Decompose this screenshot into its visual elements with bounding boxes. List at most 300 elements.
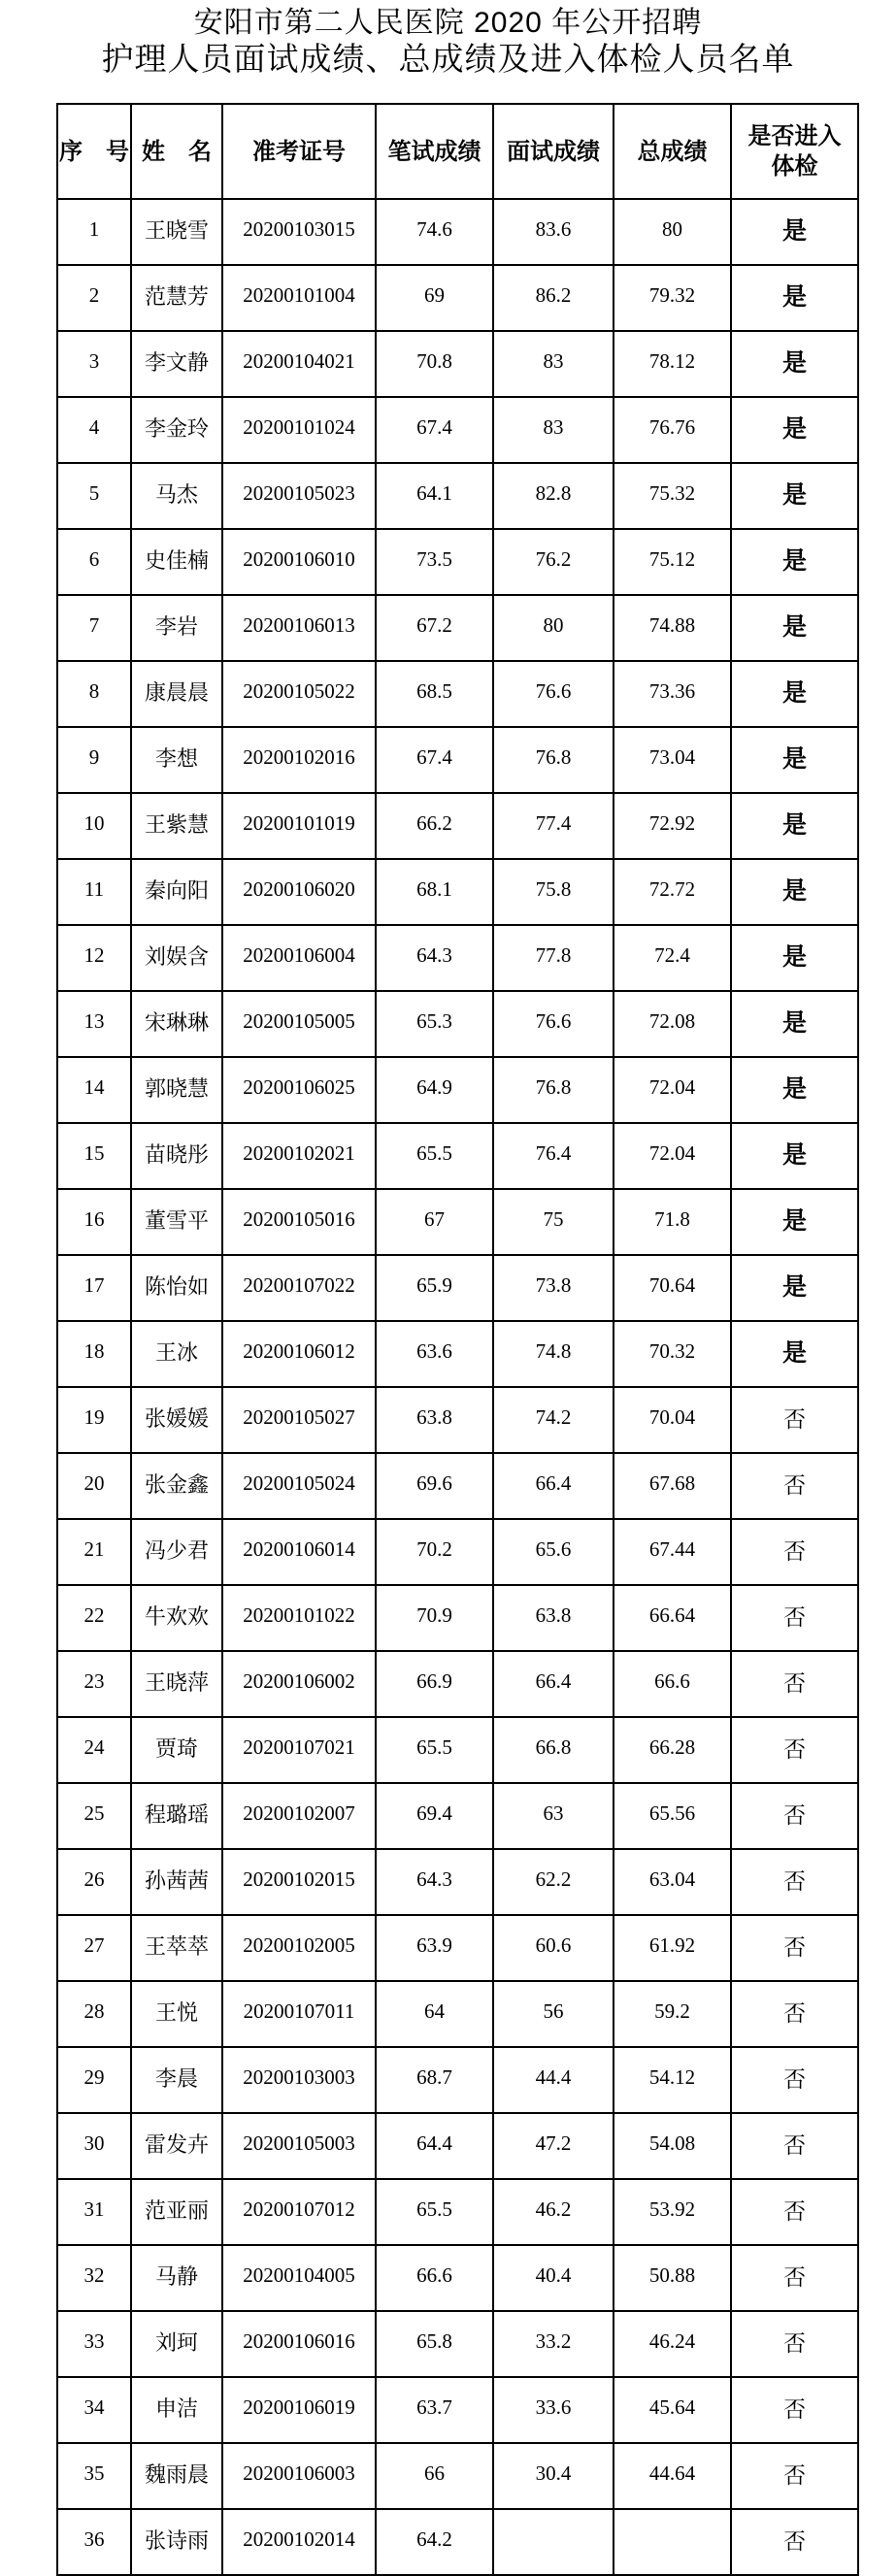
table-row — [57, 1585, 858, 1651]
table-row — [57, 1123, 858, 1189]
cell-serial-number: 31 — [57, 2179, 131, 2245]
cell-written-score: 65.5 — [376, 1717, 493, 1783]
cell-candidate-name: 宋琳琳 — [131, 991, 222, 1057]
table-row — [57, 2179, 858, 2245]
cell-total-score: 71.8 — [614, 1189, 731, 1255]
cell-physical-exam: 是 — [731, 859, 858, 925]
cell-physical-exam: 否 — [731, 2113, 858, 2179]
cell-physical-exam: 是 — [731, 1189, 858, 1255]
cell-candidate-name: 李岩 — [131, 595, 222, 661]
cell-serial-number: 3 — [57, 331, 131, 397]
cell-serial-number: 35 — [57, 2443, 131, 2509]
cell-interview-score: 65.6 — [493, 1519, 614, 1585]
cell-serial-number: 36 — [57, 2509, 131, 2575]
cell-candidate-name: 史佳楠 — [131, 529, 222, 595]
table-row — [57, 661, 858, 727]
cell-interview-score: 56 — [493, 1981, 614, 2047]
title-line-2: 护理人员面试成绩、总成绩及进入体检人员名单 — [101, 41, 795, 77]
table-row — [57, 1651, 858, 1717]
table-row — [57, 2377, 858, 2443]
cell-candidate-name: 魏雨晨 — [131, 2443, 222, 2509]
cell-physical-exam: 是 — [731, 529, 858, 595]
cell-total-score: 61.92 — [614, 1915, 731, 1981]
cell-interview-score: 66.4 — [493, 1453, 614, 1519]
cell-exam-id: 20200105016 — [222, 1189, 376, 1255]
table-row — [57, 1915, 858, 1981]
cell-candidate-name: 刘娱含 — [131, 925, 222, 991]
cell-candidate-name: 程璐瑶 — [131, 1783, 222, 1849]
table-row — [57, 2311, 858, 2377]
cell-physical-exam: 否 — [731, 1717, 858, 1783]
cell-interview-score: 83 — [493, 331, 614, 397]
cell-physical-exam: 否 — [731, 1453, 858, 1519]
cell-serial-number: 5 — [57, 463, 131, 529]
table-row — [57, 1849, 858, 1915]
cell-interview-score: 76.4 — [493, 1123, 614, 1189]
score-table — [56, 103, 859, 2576]
cell-total-score: 54.12 — [614, 2047, 731, 2113]
cell-serial-number: 25 — [57, 1783, 131, 1849]
cell-candidate-name: 郭晓慧 — [131, 1057, 222, 1123]
cell-total-score: 76.76 — [614, 397, 731, 463]
cell-serial-number: 34 — [57, 2377, 131, 2443]
cell-interview-score: 82.8 — [493, 463, 614, 529]
table-row — [57, 1519, 858, 1585]
cell-written-score: 67.2 — [376, 595, 493, 661]
cell-serial-number: 1 — [57, 199, 131, 265]
cell-total-score: 59.2 — [614, 1981, 731, 2047]
table-row — [57, 1981, 858, 2047]
cell-physical-exam: 是 — [731, 265, 858, 331]
table-row — [57, 529, 858, 595]
table-header-row — [57, 104, 858, 199]
cell-candidate-name: 王晓萍 — [131, 1651, 222, 1717]
cell-physical-exam: 是 — [731, 463, 858, 529]
table-row — [57, 199, 858, 265]
column-header-physical-exam: 是否进入体检 — [731, 104, 858, 199]
cell-serial-number: 20 — [57, 1453, 131, 1519]
cell-physical-exam: 是 — [731, 727, 858, 793]
cell-physical-exam: 否 — [731, 1783, 858, 1849]
column-header-written-score: 笔试成绩 — [376, 104, 493, 199]
cell-exam-id: 20200106002 — [222, 1651, 376, 1717]
cell-candidate-name: 李文静 — [131, 331, 222, 397]
cell-candidate-name: 董雪平 — [131, 1189, 222, 1255]
cell-serial-number: 15 — [57, 1123, 131, 1189]
table-row — [57, 2245, 858, 2311]
cell-serial-number: 2 — [57, 265, 131, 331]
cell-total-score: 63.04 — [614, 1849, 731, 1915]
cell-candidate-name: 贾琦 — [131, 1717, 222, 1783]
table-row — [57, 859, 858, 925]
cell-physical-exam: 否 — [731, 2179, 858, 2245]
cell-serial-number: 26 — [57, 1849, 131, 1915]
cell-interview-score: 30.4 — [493, 2443, 614, 2509]
cell-total-score: 70.04 — [614, 1387, 731, 1453]
cell-written-score: 65.3 — [376, 991, 493, 1057]
cell-candidate-name: 张媛媛 — [131, 1387, 222, 1453]
table-row — [57, 991, 858, 1057]
cell-exam-id: 20200101019 — [222, 793, 376, 859]
cell-candidate-name: 马静 — [131, 2245, 222, 2311]
cell-exam-id: 20200106013 — [222, 595, 376, 661]
table-row — [57, 1189, 858, 1255]
cell-interview-score: 63.8 — [493, 1585, 614, 1651]
cell-physical-exam: 否 — [731, 1981, 858, 2047]
cell-physical-exam: 是 — [731, 661, 858, 727]
cell-candidate-name: 李晨 — [131, 2047, 222, 2113]
cell-physical-exam: 否 — [731, 2443, 858, 2509]
cell-candidate-name: 王悦 — [131, 1981, 222, 2047]
cell-physical-exam: 是 — [731, 397, 858, 463]
cell-written-score: 65.5 — [376, 1123, 493, 1189]
cell-physical-exam: 否 — [731, 2311, 858, 2377]
cell-interview-score: 73.8 — [493, 1255, 614, 1321]
cell-interview-score: 83 — [493, 397, 614, 463]
cell-written-score: 65.9 — [376, 1255, 493, 1321]
cell-exam-id: 20200102005 — [222, 1915, 376, 1981]
cell-physical-exam: 否 — [731, 2377, 858, 2443]
cell-exam-id: 20200105027 — [222, 1387, 376, 1453]
cell-total-score: 75.12 — [614, 529, 731, 595]
cell-total-score: 72.04 — [614, 1123, 731, 1189]
cell-written-score: 64.9 — [376, 1057, 493, 1123]
cell-written-score: 64.3 — [376, 925, 493, 991]
cell-written-score: 67.4 — [376, 727, 493, 793]
cell-interview-score: 76.6 — [493, 991, 614, 1057]
cell-serial-number: 11 — [57, 859, 131, 925]
cell-total-score: 73.04 — [614, 727, 731, 793]
cell-interview-score: 63 — [493, 1783, 614, 1849]
cell-total-score: 50.88 — [614, 2245, 731, 2311]
cell-written-score: 63.6 — [376, 1321, 493, 1387]
cell-written-score: 65.8 — [376, 2311, 493, 2377]
table-row — [57, 2047, 858, 2113]
cell-candidate-name: 申洁 — [131, 2377, 222, 2443]
cell-total-score: 66.6 — [614, 1651, 731, 1717]
cell-candidate-name: 秦向阳 — [131, 859, 222, 925]
cell-written-score: 67 — [376, 1189, 493, 1255]
cell-candidate-name: 牛欢欢 — [131, 1585, 222, 1651]
cell-serial-number: 23 — [57, 1651, 131, 1717]
cell-serial-number: 16 — [57, 1189, 131, 1255]
cell-physical-exam: 是 — [731, 1255, 858, 1321]
cell-candidate-name: 王晓雪 — [131, 199, 222, 265]
cell-exam-id: 20200107011 — [222, 1981, 376, 2047]
cell-total-score — [614, 2509, 731, 2575]
cell-candidate-name: 马杰 — [131, 463, 222, 529]
cell-total-score: 70.64 — [614, 1255, 731, 1321]
cell-serial-number: 19 — [57, 1387, 131, 1453]
table-row — [57, 1057, 858, 1123]
cell-serial-number: 18 — [57, 1321, 131, 1387]
cell-exam-id: 20200107021 — [222, 1717, 376, 1783]
cell-physical-exam: 是 — [731, 1057, 858, 1123]
cell-physical-exam: 否 — [731, 2245, 858, 2311]
column-header-no: 序 号 — [57, 104, 131, 199]
cell-total-score: 46.24 — [614, 2311, 731, 2377]
cell-serial-number: 6 — [57, 529, 131, 595]
table-row — [57, 463, 858, 529]
cell-total-score: 72.4 — [614, 925, 731, 991]
cell-exam-id: 20200105023 — [222, 463, 376, 529]
cell-written-score: 63.7 — [376, 2377, 493, 2443]
table-row — [57, 793, 858, 859]
cell-serial-number: 30 — [57, 2113, 131, 2179]
cell-total-score: 70.32 — [614, 1321, 731, 1387]
cell-serial-number: 32 — [57, 2245, 131, 2311]
table-row — [57, 727, 858, 793]
cell-total-score: 65.56 — [614, 1783, 731, 1849]
table-row — [57, 925, 858, 991]
cell-interview-score: 46.2 — [493, 2179, 614, 2245]
table-row — [57, 595, 858, 661]
cell-interview-score: 76.2 — [493, 529, 614, 595]
cell-exam-id: 20200107022 — [222, 1255, 376, 1321]
cell-exam-id: 20200102015 — [222, 1849, 376, 1915]
cell-candidate-name: 冯少君 — [131, 1519, 222, 1585]
cell-physical-exam: 是 — [731, 595, 858, 661]
cell-interview-score: 66.4 — [493, 1651, 614, 1717]
cell-interview-score: 76.8 — [493, 727, 614, 793]
cell-serial-number: 12 — [57, 925, 131, 991]
table-row — [57, 1453, 858, 1519]
cell-candidate-name: 康晨晨 — [131, 661, 222, 727]
cell-interview-score: 76.8 — [493, 1057, 614, 1123]
cell-total-score: 66.64 — [614, 1585, 731, 1651]
cell-serial-number: 13 — [57, 991, 131, 1057]
cell-written-score: 69.6 — [376, 1453, 493, 1519]
cell-physical-exam: 否 — [731, 2047, 858, 2113]
cell-written-score: 64.4 — [376, 2113, 493, 2179]
cell-written-score: 66 — [376, 2443, 493, 2509]
cell-written-score: 64.3 — [376, 1849, 493, 1915]
cell-exam-id: 20200101022 — [222, 1585, 376, 1651]
cell-total-score: 44.64 — [614, 2443, 731, 2509]
cell-exam-id: 20200101024 — [222, 397, 376, 463]
cell-written-score: 64.1 — [376, 463, 493, 529]
cell-serial-number: 8 — [57, 661, 131, 727]
cell-physical-exam: 是 — [731, 199, 858, 265]
column-header-name: 姓 名 — [131, 104, 222, 199]
cell-written-score: 63.8 — [376, 1387, 493, 1453]
table-row — [57, 1321, 858, 1387]
cell-written-score: 67.4 — [376, 397, 493, 463]
cell-exam-id: 20200104021 — [222, 331, 376, 397]
cell-total-score: 72.04 — [614, 1057, 731, 1123]
table-row — [57, 1783, 858, 1849]
cell-exam-id: 20200104005 — [222, 2245, 376, 2311]
cell-serial-number: 10 — [57, 793, 131, 859]
cell-total-score: 67.68 — [614, 1453, 731, 1519]
cell-physical-exam: 是 — [731, 793, 858, 859]
cell-candidate-name: 范亚丽 — [131, 2179, 222, 2245]
cell-physical-exam: 是 — [731, 331, 858, 397]
cell-interview-score: 80 — [493, 595, 614, 661]
cell-total-score: 45.64 — [614, 2377, 731, 2443]
cell-serial-number: 27 — [57, 1915, 131, 1981]
table-row — [57, 331, 858, 397]
cell-candidate-name: 张金鑫 — [131, 1453, 222, 1519]
cell-interview-score: 76.6 — [493, 661, 614, 727]
table-row — [57, 2113, 858, 2179]
cell-interview-score: 75 — [493, 1189, 614, 1255]
cell-written-score: 69.4 — [376, 1783, 493, 1849]
table-row — [57, 2509, 858, 2575]
cell-total-score: 53.92 — [614, 2179, 731, 2245]
cell-interview-score: 44.4 — [493, 2047, 614, 2113]
cell-candidate-name: 苗晓彤 — [131, 1123, 222, 1189]
cell-serial-number: 33 — [57, 2311, 131, 2377]
cell-physical-exam: 是 — [731, 1321, 858, 1387]
cell-interview-score: 47.2 — [493, 2113, 614, 2179]
cell-total-score: 72.92 — [614, 793, 731, 859]
cell-physical-exam: 否 — [731, 1651, 858, 1717]
cell-physical-exam: 是 — [731, 1123, 858, 1189]
cell-total-score: 66.28 — [614, 1717, 731, 1783]
table-row — [57, 2443, 858, 2509]
cell-exam-id: 20200106016 — [222, 2311, 376, 2377]
cell-written-score: 65.5 — [376, 2179, 493, 2245]
cell-exam-id: 20200102007 — [222, 1783, 376, 1849]
cell-candidate-name: 范慧芳 — [131, 265, 222, 331]
table-row — [57, 1387, 858, 1453]
cell-serial-number: 28 — [57, 1981, 131, 2047]
cell-serial-number: 9 — [57, 727, 131, 793]
cell-exam-id: 20200107012 — [222, 2179, 376, 2245]
cell-interview-score: 33.2 — [493, 2311, 614, 2377]
cell-physical-exam: 是 — [731, 991, 858, 1057]
cell-interview-score: 74.2 — [493, 1387, 614, 1453]
cell-serial-number: 24 — [57, 1717, 131, 1783]
cell-exam-id: 20200106020 — [222, 859, 376, 925]
cell-exam-id: 20200105003 — [222, 2113, 376, 2179]
cell-candidate-name: 张诗雨 — [131, 2509, 222, 2575]
cell-serial-number: 4 — [57, 397, 131, 463]
cell-exam-id: 20200103003 — [222, 2047, 376, 2113]
cell-interview-score: 66.8 — [493, 1717, 614, 1783]
table-row — [57, 1255, 858, 1321]
table-row — [57, 265, 858, 331]
cell-interview-score: 40.4 — [493, 2245, 614, 2311]
cell-exam-id: 20200106014 — [222, 1519, 376, 1585]
column-header-total-score: 总成绩 — [614, 104, 731, 199]
cell-candidate-name: 李想 — [131, 727, 222, 793]
cell-written-score: 73.5 — [376, 529, 493, 595]
cell-serial-number: 22 — [57, 1585, 131, 1651]
cell-candidate-name: 王萃萃 — [131, 1915, 222, 1981]
cell-written-score: 64 — [376, 1981, 493, 2047]
cell-physical-exam: 否 — [731, 1519, 858, 1585]
cell-written-score: 64.2 — [376, 2509, 493, 2575]
cell-written-score: 63.9 — [376, 1915, 493, 1981]
cell-physical-exam: 否 — [731, 1849, 858, 1915]
cell-physical-exam: 否 — [731, 1387, 858, 1453]
cell-total-score: 72.08 — [614, 991, 731, 1057]
cell-serial-number: 7 — [57, 595, 131, 661]
cell-written-score: 69 — [376, 265, 493, 331]
cell-interview-score: 60.6 — [493, 1915, 614, 1981]
cell-serial-number: 21 — [57, 1519, 131, 1585]
cell-candidate-name: 孙茜茜 — [131, 1849, 222, 1915]
cell-written-score: 70.2 — [376, 1519, 493, 1585]
cell-exam-id: 20200105022 — [222, 661, 376, 727]
cell-total-score: 54.08 — [614, 2113, 731, 2179]
cell-serial-number: 14 — [57, 1057, 131, 1123]
cell-exam-id: 20200106003 — [222, 2443, 376, 2509]
cell-candidate-name: 刘珂 — [131, 2311, 222, 2377]
cell-written-score: 66.2 — [376, 793, 493, 859]
cell-candidate-name: 雷发卉 — [131, 2113, 222, 2179]
cell-physical-exam: 否 — [731, 2509, 858, 2575]
table-body — [57, 199, 858, 2575]
cell-total-score: 79.32 — [614, 265, 731, 331]
cell-candidate-name: 陈怡如 — [131, 1255, 222, 1321]
cell-exam-id: 20200106012 — [222, 1321, 376, 1387]
cell-exam-id: 20200103015 — [222, 199, 376, 265]
cell-written-score: 68.7 — [376, 2047, 493, 2113]
table-row — [57, 1717, 858, 1783]
cell-exam-id: 20200106004 — [222, 925, 376, 991]
cell-total-score: 74.88 — [614, 595, 731, 661]
column-header-interview-score: 面试成绩 — [493, 104, 614, 199]
cell-exam-id: 20200105024 — [222, 1453, 376, 1519]
cell-total-score: 78.12 — [614, 331, 731, 397]
cell-written-score: 68.5 — [376, 661, 493, 727]
cell-total-score: 80 — [614, 199, 731, 265]
cell-total-score: 75.32 — [614, 463, 731, 529]
cell-interview-score: 77.4 — [493, 793, 614, 859]
cell-exam-id: 20200106010 — [222, 529, 376, 595]
cell-physical-exam: 否 — [731, 1915, 858, 1981]
cell-exam-id: 20200105005 — [222, 991, 376, 1057]
cell-total-score: 73.36 — [614, 661, 731, 727]
cell-written-score: 66.9 — [376, 1651, 493, 1717]
cell-written-score: 70.8 — [376, 331, 493, 397]
cell-interview-score: 74.8 — [493, 1321, 614, 1387]
cell-candidate-name: 王冰 — [131, 1321, 222, 1387]
column-header-exam-id: 准考证号 — [222, 104, 376, 199]
cell-interview-score — [493, 2509, 614, 2575]
cell-physical-exam: 是 — [731, 925, 858, 991]
cell-interview-score: 83.6 — [493, 199, 614, 265]
cell-interview-score: 77.8 — [493, 925, 614, 991]
cell-exam-id: 20200102021 — [222, 1123, 376, 1189]
title-line-1: 安阳市第二人民医院 2020 年公开招聘 — [193, 7, 703, 39]
cell-candidate-name: 李金玲 — [131, 397, 222, 463]
cell-exam-id: 20200106025 — [222, 1057, 376, 1123]
cell-candidate-name: 王紫慧 — [131, 793, 222, 859]
cell-serial-number: 29 — [57, 2047, 131, 2113]
cell-interview-score: 33.6 — [493, 2377, 614, 2443]
cell-exam-id: 20200102016 — [222, 727, 376, 793]
cell-serial-number: 17 — [57, 1255, 131, 1321]
cell-total-score: 72.72 — [614, 859, 731, 925]
document-title — [0, 0, 896, 78]
cell-exam-id: 20200102014 — [222, 2509, 376, 2575]
cell-written-score: 66.6 — [376, 2245, 493, 2311]
cell-written-score: 70.9 — [376, 1585, 493, 1651]
cell-total-score: 67.44 — [614, 1519, 731, 1585]
cell-interview-score: 75.8 — [493, 859, 614, 925]
cell-interview-score: 86.2 — [493, 265, 614, 331]
cell-exam-id: 20200106019 — [222, 2377, 376, 2443]
cell-written-score: 74.6 — [376, 199, 493, 265]
cell-physical-exam: 否 — [731, 1585, 858, 1651]
cell-exam-id: 20200101004 — [222, 265, 376, 331]
cell-written-score: 68.1 — [376, 859, 493, 925]
cell-interview-score: 62.2 — [493, 1849, 614, 1915]
